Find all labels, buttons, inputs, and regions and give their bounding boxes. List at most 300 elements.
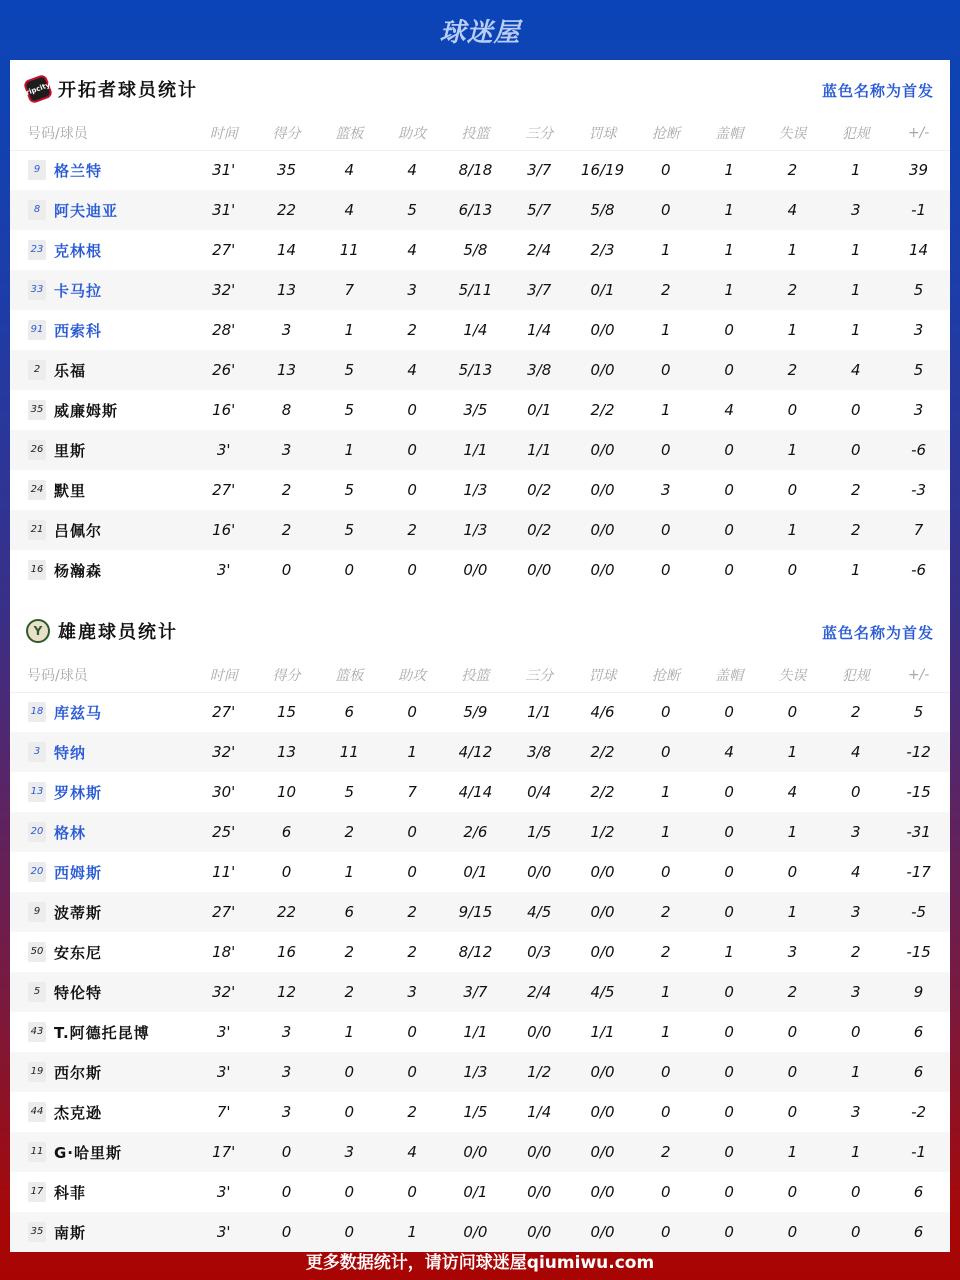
table-row[interactable]	[10, 732, 950, 772]
player-cell[interactable]	[10, 812, 192, 852]
player-cell[interactable]	[10, 430, 192, 470]
player-name[interactable]: 特伦特	[54, 983, 103, 1002]
stat-blocks: 0	[698, 812, 761, 852]
stat-plus-minus: 9	[887, 972, 950, 1012]
player-cell[interactable]	[10, 932, 192, 972]
column-header-rebounds[interactable]: 篮板	[318, 659, 381, 692]
stat-plus-minus: -1	[887, 190, 950, 230]
stat-plus-minus: 7	[887, 510, 950, 550]
player-cell[interactable]	[10, 972, 192, 1012]
player-name[interactable]: 威廉姆斯	[54, 401, 119, 420]
stat-plus-minus: -1	[887, 1132, 950, 1172]
stat-blocks: 1	[698, 270, 761, 310]
table-row[interactable]	[10, 972, 950, 1012]
player-name[interactable]: 杰克逊	[54, 1103, 103, 1122]
player-cell[interactable]	[10, 270, 192, 310]
stat-turnovers: 0	[761, 1212, 825, 1252]
stat-plus-minus: -2	[911, 1103, 927, 1121]
stat-assists: 0	[407, 401, 417, 419]
stat-field-goals: 3/5	[463, 401, 488, 419]
table-row[interactable]	[10, 1052, 950, 1092]
player-cell[interactable]	[10, 550, 192, 590]
stat-free-throws: 0/0	[590, 481, 615, 499]
stat-three-pointers: 4/5	[507, 892, 571, 932]
stat-points: 35	[276, 161, 297, 180]
table-row[interactable]	[10, 270, 950, 310]
column-header-turnovers[interactable]: 失误	[761, 659, 825, 692]
stat-assists: 0	[407, 703, 417, 722]
table-row[interactable]	[10, 190, 950, 230]
stat-three-pointers: 0/2	[507, 510, 571, 550]
stat-assists: 2	[381, 892, 444, 932]
stat-field-goals: 4/12	[444, 732, 508, 772]
stat-assists: 0	[407, 863, 417, 881]
table-row[interactable]	[10, 812, 950, 852]
stat-blocks: 1	[698, 190, 761, 230]
stat-blocks: 0	[698, 1132, 761, 1172]
stat-assists: 0	[407, 1183, 417, 1201]
stat-fouls: 3	[824, 972, 887, 1012]
stat-points: 0	[281, 1183, 292, 1201]
player-cell[interactable]	[10, 732, 192, 772]
player-name[interactable]: 库兹马	[54, 703, 103, 722]
jersey-number-badge: 13	[28, 782, 46, 802]
stat-rebounds: 11	[339, 241, 359, 259]
stat-blocks: 0	[724, 481, 734, 499]
stat-steals: 1	[661, 1023, 671, 1041]
player-name[interactable]: 乐福	[54, 361, 87, 380]
jersey-number-badge: 17	[28, 1182, 46, 1202]
player-cell[interactable]	[10, 692, 192, 732]
player-name[interactable]: G·哈里斯	[54, 1143, 123, 1162]
table-row[interactable]	[10, 550, 950, 590]
stat-field-goals: 8/12	[458, 943, 493, 961]
player-name[interactable]: 吕佩尔	[54, 521, 103, 540]
stat-rebounds: 7	[318, 270, 381, 310]
stat-assists: 0	[407, 561, 417, 579]
player-name[interactable]: T.阿德托昆博	[54, 1023, 150, 1042]
stat-field-goals: 1/5	[463, 1103, 488, 1121]
table-header-row	[10, 659, 950, 692]
table-header-row	[10, 117, 950, 150]
stat-minutes: 32'	[192, 732, 255, 772]
stat-free-throws: 2/2	[590, 401, 615, 419]
stat-assists: 3	[381, 972, 444, 1012]
stat-steals: 0	[634, 190, 698, 230]
jersey-number-badge: 8	[28, 200, 46, 220]
stat-fouls: 1	[850, 561, 861, 579]
stat-blocks: 0	[724, 783, 734, 801]
stat-fouls: 2	[850, 943, 861, 961]
player-cell[interactable]	[10, 1132, 192, 1172]
player-cell[interactable]	[10, 852, 192, 892]
column-header-fouls[interactable]: 犯规	[824, 117, 887, 150]
stat-rebounds: 1	[344, 321, 355, 339]
player-cell[interactable]	[10, 310, 192, 350]
stat-plus-minus: 6	[887, 1052, 950, 1092]
stat-three-pointers: 0/0	[507, 1212, 571, 1252]
stat-field-goals: 1/3	[444, 1052, 508, 1092]
stat-minutes: 3'	[192, 1212, 255, 1252]
stat-points: 3	[255, 1052, 318, 1092]
column-header-field-goals[interactable]: 投篮	[444, 659, 508, 692]
stat-assists: 5	[381, 190, 444, 230]
stat-minutes: 25'	[192, 812, 255, 852]
stat-turnovers: 1	[761, 812, 825, 852]
top-bar	[0, 0, 960, 60]
table-row[interactable]	[10, 892, 950, 932]
stat-blocks: 0	[724, 1103, 734, 1121]
table-row[interactable]	[10, 230, 950, 270]
jersey-number-badge: 20	[28, 862, 46, 882]
player-cell[interactable]	[10, 510, 192, 550]
column-header-rebounds[interactable]: 篮板	[318, 117, 381, 150]
stat-field-goals: 5/11	[444, 270, 508, 310]
stat-minutes: 18'	[212, 943, 236, 961]
stat-free-throws: 0/0	[590, 943, 615, 961]
player-cell[interactable]	[10, 230, 192, 270]
stat-blocks: 0	[724, 703, 734, 722]
stat-points: 0	[281, 863, 292, 881]
player-name[interactable]: 卡马拉	[54, 281, 103, 300]
player-name[interactable]: 里斯	[54, 441, 87, 460]
column-header-three-pointers[interactable]: 三分	[507, 659, 571, 692]
column-header-points[interactable]: 得分	[255, 117, 318, 150]
stat-blocks: 4	[724, 401, 734, 419]
stat-plus-minus: 5	[887, 270, 950, 310]
player-cell[interactable]	[10, 1052, 192, 1092]
stat-free-throws: 4/6	[590, 703, 615, 722]
stat-points: 15	[276, 703, 297, 722]
stat-fouls: 0	[850, 1023, 861, 1041]
stat-free-throws: 1/1	[590, 1023, 615, 1041]
stat-assists: 1	[381, 732, 444, 772]
stat-field-goals: 1/1	[463, 1023, 488, 1041]
column-header-field-goals[interactable]: 投篮	[444, 117, 508, 150]
player-cell[interactable]	[10, 1092, 192, 1132]
player-cell[interactable]	[10, 190, 192, 230]
player-cell[interactable]	[10, 1172, 192, 1212]
stat-field-goals: 5/9	[463, 703, 488, 722]
team-section-header	[10, 602, 950, 659]
stat-rebounds: 6	[318, 892, 381, 932]
stat-turnovers: 1	[787, 241, 798, 259]
footer-text: 更多数据统计，请访问球迷屋qiumiwu.com	[305, 1252, 655, 1273]
stat-field-goals: 0/0	[444, 1132, 508, 1172]
stat-turnovers: 0	[787, 1103, 798, 1121]
stat-points: 2	[281, 481, 292, 499]
stat-minutes: 27'	[192, 892, 255, 932]
stat-minutes: 31'	[212, 161, 236, 180]
stat-fouls: 1	[824, 1132, 887, 1172]
stat-minutes: 31'	[192, 190, 255, 230]
stat-minutes: 3'	[216, 561, 231, 579]
jersey-number-badge: 19	[28, 1062, 46, 1082]
column-header-plus-minus[interactable]: +/-	[887, 117, 950, 150]
column-header-blocks[interactable]: 盖帽	[698, 117, 761, 150]
stat-minutes: 16'	[212, 401, 236, 419]
stat-plus-minus: -17	[906, 863, 931, 881]
stat-free-throws: 2/2	[571, 732, 634, 772]
player-cell[interactable]	[10, 772, 192, 812]
table-row[interactable]	[10, 1012, 950, 1052]
stat-assists: 4	[407, 241, 417, 259]
table-row[interactable]	[10, 772, 950, 812]
stat-three-pointers: 2/4	[527, 241, 552, 259]
stat-free-throws: 0/0	[590, 321, 615, 339]
stat-turnovers: 1	[761, 892, 825, 932]
stat-three-pointers: 0/0	[527, 863, 552, 881]
stat-free-throws: 0/0	[571, 1052, 634, 1092]
stat-free-throws: 2/2	[590, 783, 615, 801]
stat-field-goals: 1/3	[444, 510, 508, 550]
stat-plus-minus: 14	[909, 241, 929, 259]
player-name[interactable]: 特纳	[54, 743, 87, 762]
column-header-free-throws[interactable]: 罚球	[571, 659, 634, 692]
stat-points: 16	[276, 943, 297, 961]
player-name[interactable]: 罗林斯	[54, 783, 103, 802]
stat-rebounds: 6	[344, 703, 355, 722]
column-header-player[interactable]: 号码/球员	[10, 659, 192, 692]
stat-blocks: 0	[698, 430, 761, 470]
table-row[interactable]	[10, 932, 950, 972]
player-cell[interactable]	[10, 892, 192, 932]
stat-blocks: 0	[698, 1212, 761, 1252]
stat-assists: 2	[407, 943, 417, 961]
table-row[interactable]	[10, 1172, 950, 1212]
table-row[interactable]	[10, 852, 950, 892]
stat-field-goals: 5/8	[463, 241, 488, 259]
stat-three-pointers: 1/1	[507, 430, 571, 470]
stat-minutes: 27'	[212, 703, 236, 722]
stat-field-goals: 0/0	[463, 561, 488, 579]
stat-plus-minus: 6	[887, 1212, 950, 1252]
stat-assists: 1	[381, 1212, 444, 1252]
jersey-number-badge: 11	[28, 1142, 46, 1162]
player-cell[interactable]	[10, 350, 192, 390]
column-header-free-throws[interactable]: 罚球	[571, 117, 634, 150]
table-row[interactable]	[10, 430, 950, 470]
stat-assists: 3	[381, 270, 444, 310]
stat-three-pointers: 1/1	[527, 703, 552, 722]
table-row[interactable]	[10, 310, 950, 350]
stat-assists: 0	[381, 430, 444, 470]
stat-field-goals: 2/6	[444, 812, 508, 852]
stat-three-pointers: 0/4	[527, 783, 552, 801]
stat-rebounds: 2	[344, 943, 355, 961]
stat-points: 22	[255, 892, 318, 932]
stat-assists: 0	[407, 481, 417, 499]
stat-turnovers: 0	[787, 1183, 798, 1201]
player-cell[interactable]	[10, 1012, 192, 1052]
jersey-number-badge: 16	[28, 560, 46, 580]
stat-free-throws: 0/0	[571, 430, 634, 470]
stat-plus-minus: -12	[887, 732, 950, 772]
stat-steals: 2	[661, 943, 671, 961]
stat-three-pointers: 1/4	[527, 1103, 552, 1121]
stat-blocks: 0	[724, 561, 734, 579]
player-name[interactable]: 阿夫迪亚	[54, 201, 119, 220]
stat-steals: 1	[661, 401, 671, 419]
stat-steals: 0	[661, 1103, 671, 1121]
column-header-player[interactable]: 号码/球员	[10, 117, 192, 150]
stat-three-pointers: 1/2	[507, 1052, 571, 1092]
stat-points: 13	[255, 270, 318, 310]
column-header-assists[interactable]: 助攻	[381, 117, 444, 150]
column-header-plus-minus[interactable]: +/-	[887, 659, 950, 692]
stat-points: 2	[255, 510, 318, 550]
stat-rebounds: 0	[344, 561, 355, 579]
table-row[interactable]	[10, 1132, 950, 1172]
team-section-title: 雄鹿球员统计	[58, 621, 178, 643]
stat-field-goals: 0/1	[463, 1183, 488, 1201]
stat-three-pointers: 1/4	[527, 321, 552, 339]
stat-fouls: 4	[850, 863, 861, 881]
jersey-number-badge: 9	[28, 160, 46, 180]
stat-rebounds: 11	[318, 732, 381, 772]
column-header-minutes[interactable]: 时间	[192, 117, 255, 150]
player-name[interactable]: 西索科	[54, 321, 103, 340]
stat-points: 12	[255, 972, 318, 1012]
player-name[interactable]: 格兰特	[54, 161, 103, 180]
stat-assists: 0	[381, 812, 444, 852]
stat-turnovers: 0	[787, 863, 798, 881]
stat-turnovers: 1	[761, 732, 825, 772]
stat-blocks: 1	[724, 161, 734, 180]
stat-three-pointers: 3/8	[507, 732, 571, 772]
stat-turnovers: 0	[787, 401, 798, 419]
column-header-turnovers[interactable]: 失误	[761, 117, 825, 150]
stat-rebounds: 1	[318, 430, 381, 470]
column-header-assists[interactable]: 助攻	[381, 659, 444, 692]
stat-field-goals: 3/7	[444, 972, 508, 1012]
player-name[interactable]: 安东尼	[54, 943, 103, 962]
player-cell[interactable]	[10, 470, 192, 510]
player-cell[interactable]	[10, 150, 192, 190]
player-name[interactable]: 南斯	[54, 1223, 87, 1242]
section-gap	[10, 590, 950, 602]
stat-blocks: 0	[698, 510, 761, 550]
stats-card	[10, 60, 950, 1240]
stat-field-goals: 1/1	[444, 430, 508, 470]
column-header-fouls[interactable]: 犯规	[824, 659, 887, 692]
stat-turnovers: 2	[761, 270, 825, 310]
stat-rebounds: 5	[344, 401, 355, 419]
stat-assists: 2	[407, 321, 417, 339]
player-name[interactable]: 科菲	[54, 1183, 87, 1202]
column-header-minutes[interactable]: 时间	[192, 659, 255, 692]
column-header-blocks[interactable]: 盖帽	[698, 659, 761, 692]
stat-three-pointers: 0/0	[527, 1023, 552, 1041]
stat-steals: 0	[634, 1212, 698, 1252]
column-header-steals[interactable]: 抢断	[634, 659, 698, 692]
stat-fouls: 3	[824, 190, 887, 230]
table-row[interactable]	[10, 510, 950, 550]
stat-free-throws: 0/0	[590, 863, 615, 881]
stat-points: 22	[255, 190, 318, 230]
stat-rebounds: 3	[318, 1132, 381, 1172]
stat-points: 3	[281, 1103, 292, 1121]
stat-steals: 1	[661, 321, 671, 339]
stat-fouls: 0	[824, 430, 887, 470]
stat-three-pointers: 0/1	[527, 401, 552, 419]
stat-assists: 4	[381, 350, 444, 390]
player-name[interactable]: 波蒂斯	[54, 903, 103, 922]
stat-turnovers: 1	[761, 430, 825, 470]
stat-minutes: 32'	[192, 972, 255, 1012]
brand-logo	[439, 12, 520, 49]
stat-plus-minus: 3	[913, 321, 924, 339]
player-name[interactable]: 格林	[54, 823, 87, 842]
jersey-number-badge: 23	[28, 240, 46, 260]
player-name[interactable]: 西姆斯	[54, 863, 103, 882]
stat-assists: 2	[407, 1103, 417, 1121]
stat-field-goals: 8/18	[458, 161, 493, 180]
table-row[interactable]	[10, 470, 950, 510]
blazers-logo-icon: ripcity	[23, 73, 54, 104]
stat-steals: 0	[634, 510, 698, 550]
stat-points: 6	[255, 812, 318, 852]
stat-steals: 0	[661, 703, 671, 722]
jersey-number-badge: 35	[28, 1222, 46, 1242]
table-row[interactable]	[10, 150, 950, 190]
player-cell[interactable]	[10, 390, 192, 430]
table-row[interactable]	[10, 1092, 950, 1132]
stat-three-pointers: 0/2	[527, 481, 552, 499]
jersey-number-badge: 33	[28, 280, 46, 300]
stat-steals: 0	[634, 430, 698, 470]
stat-steals: 2	[634, 270, 698, 310]
column-header-points[interactable]: 得分	[255, 659, 318, 692]
stat-turnovers: 2	[787, 161, 798, 180]
player-name[interactable]: 默里	[54, 481, 87, 500]
stat-blocks: 0	[724, 1183, 734, 1201]
jersey-number-badge: 35	[28, 400, 46, 420]
stat-plus-minus: -3	[911, 481, 927, 499]
player-name[interactable]: 克林根	[54, 241, 103, 260]
stat-rebounds: 5	[344, 481, 355, 499]
stat-fouls: 0	[850, 783, 861, 801]
starter-legend-note: 蓝色名称为首发	[821, 82, 934, 100]
stat-turnovers: 1	[787, 321, 798, 339]
stat-fouls: 4	[824, 732, 887, 772]
team-section-title: 开拓者球员统计	[58, 79, 198, 101]
stat-plus-minus: -6	[911, 561, 927, 579]
stat-three-pointers: 2/4	[507, 972, 571, 1012]
column-header-three-pointers[interactable]: 三分	[507, 117, 571, 150]
table-row[interactable]	[10, 350, 950, 390]
player-name[interactable]: 西尔斯	[54, 1063, 103, 1082]
stat-turnovers: 0	[761, 1052, 825, 1092]
stat-fouls: 1	[824, 270, 887, 310]
stat-free-throws: 0/0	[590, 1103, 615, 1121]
stat-free-throws: 0/0	[571, 1132, 634, 1172]
table-row[interactable]	[10, 692, 950, 732]
stat-steals: 1	[661, 783, 671, 801]
stat-fouls: 3	[824, 812, 887, 852]
player-name[interactable]: 杨瀚森	[54, 561, 103, 580]
stat-steals: 3	[661, 481, 671, 499]
stat-steals: 2	[634, 892, 698, 932]
column-header-steals[interactable]: 抢断	[634, 117, 698, 150]
table-row[interactable]	[10, 390, 950, 430]
player-stats-table	[10, 117, 950, 590]
stat-fouls: 1	[850, 241, 861, 259]
stat-steals: 1	[634, 812, 698, 852]
stat-minutes: 26'	[192, 350, 255, 390]
stat-three-pointers: 3/7	[527, 161, 552, 180]
stat-three-pointers: 1/5	[507, 812, 571, 852]
